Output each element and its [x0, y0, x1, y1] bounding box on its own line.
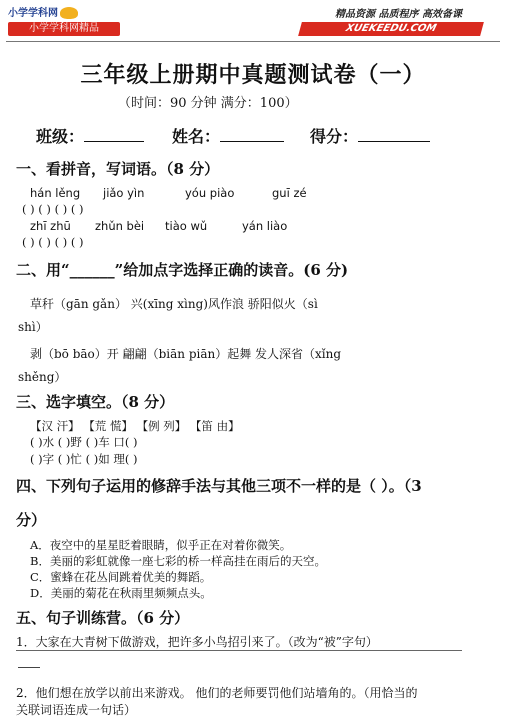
section-4-heading-cont: 分） [16, 511, 47, 529]
reading-item-line-1: 草秆（gān gǎn） 兴(xīng xìng)风作浪 骄阳似火（sì [30, 297, 318, 311]
section-1-heading: 一、看拼音，写词语。（8 分） [16, 160, 220, 178]
logo-text: 小学学科网 [8, 8, 58, 19]
page-title: 三年级上册期中真题测试卷（一） [80, 62, 426, 88]
reading-item-line-2b: shěng） [18, 370, 67, 384]
page-header [0, 0, 506, 46]
answer-brackets-row-1[interactable]: ( ) ( ) ( ) ( ) [22, 202, 84, 216]
class-field[interactable] [36, 124, 144, 147]
header-url: XUEKEEDU.COM [344, 23, 438, 34]
question-5-1: 1．大家在大青树下做游戏，把许多小鸟招引来了。（改为“被”字句） [16, 635, 378, 649]
answer-brackets-row-2[interactable]: ( ) ( ) ( ) ( ) [22, 235, 84, 249]
answer-line-short[interactable] [18, 667, 40, 668]
header-url-banner [298, 22, 484, 36]
reading-item-line-1b: shì） [18, 320, 48, 334]
fill-row-2[interactable]: ( )字 ( )忙 ( )如 理( ) [30, 452, 138, 466]
character-groups: 【汉 汗】 【荒 慌】 【例 列】 【笛 由】 [30, 419, 240, 433]
reading-item-line-2: 剥（bō bāo）开 翩翩（biān piān）起舞 发人深省（xǐng [30, 347, 342, 361]
pinyin-1: hán lěng [30, 186, 81, 200]
pinyin-4: guī zé [272, 186, 307, 200]
pinyin-3: yóu piào [185, 186, 235, 200]
score-blank[interactable] [358, 127, 430, 142]
time-info: （时间：90 分钟 满分：100） [118, 96, 298, 111]
section-4-heading: 四、下列句子运用的修辞手法与其他三项不一样的是（ ）。（3 [16, 477, 422, 495]
answer-line[interactable] [16, 650, 462, 651]
pinyin-6: zhǔn bèi [95, 219, 145, 233]
logo-mark-icon [60, 7, 78, 19]
pinyin-8: yán liào [242, 219, 288, 233]
option-a[interactable]: A．夜空中的星星眨着眼睛，似乎正在对着你微笑。 [30, 538, 292, 552]
class-blank[interactable] [84, 127, 144, 142]
name-blank[interactable] [220, 127, 284, 142]
logo-band: 小学学科网精品 [8, 22, 120, 36]
score-field[interactable] [310, 124, 430, 147]
pinyin-2: jiǎo yìn [103, 186, 145, 200]
fill-row-1[interactable]: ( )水 ( )野 ( )车 口( ) [30, 435, 138, 449]
class-label: 班级： [36, 127, 85, 146]
name-field[interactable] [172, 124, 284, 147]
score-label: 得分： [310, 127, 359, 146]
pinyin-5: zhī zhū [30, 219, 71, 233]
name-label: 姓名： [172, 127, 221, 146]
option-b[interactable]: B．美丽的彩虹就像一座七彩的桥一样高挂在雨后的天空。 [30, 554, 326, 568]
header-divider [6, 41, 500, 42]
option-d[interactable]: D．美丽的菊花在秋雨里频频点头。 [30, 586, 212, 600]
section-3-heading: 三、选字填空。（8 分） [16, 393, 175, 411]
pinyin-7: tiào wǔ [165, 219, 208, 233]
section-5-heading: 五、句子训练营。（6 分） [16, 609, 190, 627]
site-logo [8, 4, 96, 18]
question-5-2-cont: 关联词语连成一句话） [16, 703, 137, 717]
option-c[interactable]: C．蜜蜂在花丛间跳着优美的舞蹈。 [30, 570, 212, 584]
question-5-2: 2．他们想在放学以前出来游戏。 他们的老师要罚他们站墙角的。（用恰当的 [16, 686, 418, 700]
section-2-heading: 二、用“______”给加点字选择正确的读音。(6 分) [16, 261, 349, 279]
header-slogan: 精品资源 品质程序 高效备课 [335, 9, 462, 20]
